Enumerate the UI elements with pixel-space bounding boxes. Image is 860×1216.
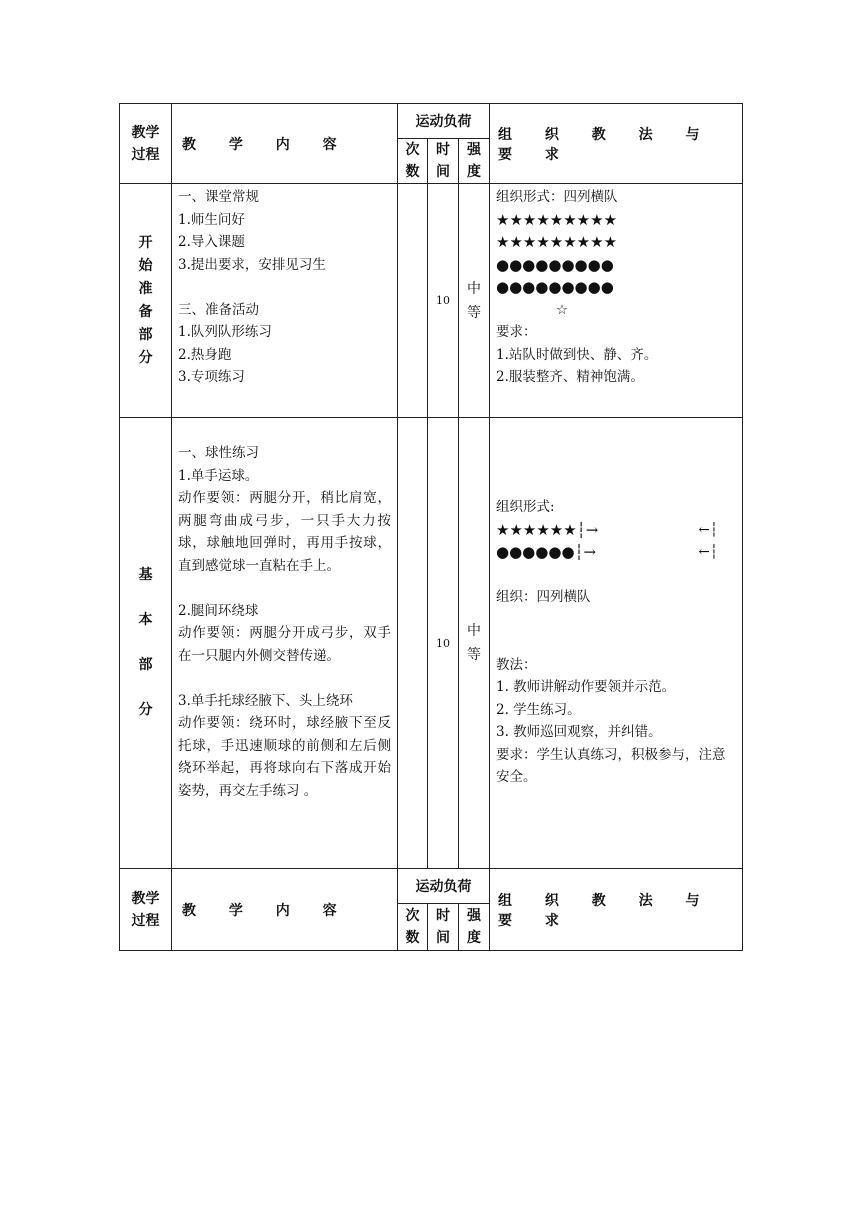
footer-org: 组 织 教 法 与 要 求 [490, 869, 743, 951]
formation-row-dots-1: ●●●●●●●●● [496, 255, 614, 274]
stage-warmup: 开 始 准 备 部 分 [120, 184, 172, 418]
header-time: 时 间 [428, 139, 459, 184]
warmup-content: 一、课堂常规 1.师生问好 2.导入课题 3.提出要求，安排见习生 三、准备活动 1.队列队形练习 2.热身跑 3.专项练习 [172, 184, 398, 418]
drill-row-stars: ★★★★★★┆→ ←┆ [496, 520, 718, 539]
teacher-star-icon: ☆ [556, 301, 569, 318]
lesson-plan-table [119, 103, 743, 951]
header-org: 组 织 教 法 与 要 求 [490, 104, 743, 184]
footer-load: 运动负荷 [398, 869, 490, 904]
footer-count: 次 数 [398, 904, 428, 951]
warmup-org: 组织形式：四列横队 ★★★★★★★★★ ★★★★★★★★★ ●●●●●●●●● ●●●●●●●●● ☆ 要求： 1.站队时做到快、静、齐。 2.服装整齐、精神饱满。 [490, 184, 743, 418]
formation-row-stars-2: ★★★★★★★★★ [496, 233, 618, 251]
footer-content: 教 学 内 容 [172, 869, 398, 951]
header-load: 运动负荷 [398, 104, 490, 139]
stage-main: 基 本 部 分 [120, 418, 172, 869]
header-process-line1: 教学 [131, 124, 160, 141]
header-intensity: 强 度 [459, 139, 490, 184]
main-org: 组织形式: ★★★★★★┆→ ←┆ ●●●●●●┆→ ←┆ 组织：四列横队 教法： 1. 教师讲解动作要领并示范。 2. 学生练习。 3. 教师巡回观察，并纠错。 要求：学生认真练习，积极参与，注意安全。 [490, 418, 743, 869]
warmup-intensity: 中 等 [459, 184, 490, 418]
formation-row-dots-2: ●●●●●●●●● [496, 278, 614, 296]
header-process [120, 104, 172, 184]
main-content: 一、球性练习 1.单手运球。 动作要领：两腿分开，稍比肩宽，两腿弯曲成弓步，一只手大力按球，球触地回弹时，再用手按球，直到感觉球一直粘在手上。 2.腿间环绕球 动作要领：两腿分开成弓步，双手在一只腿内外侧交替传递。 3.单手托球经腋下、头上绕环 动作要领：绕环时，球经腋下至反托球，手迅速顺球的前侧和左后侧绕环举起，再将球向右下落成开始姿势，再交左手练习 。 [172, 418, 398, 869]
footer-process: 教学 过程 [120, 869, 172, 951]
warmup-count [398, 184, 428, 418]
main-count [398, 418, 428, 869]
header-process-line2: 过程 [131, 146, 160, 163]
header-count: 次 数 [398, 139, 428, 184]
main-time: 10 [428, 418, 459, 869]
main-intensity: 中 等 [459, 418, 490, 869]
formation-row-stars-1: ★★★★★★★★★ [496, 210, 618, 229]
footer-intensity: 强 度 [459, 904, 490, 951]
footer-time: 时 间 [428, 904, 459, 951]
header-content: 教 学 内 容 [172, 104, 398, 184]
drill-row-dots: ●●●●●●┆→ ←┆ [496, 543, 718, 561]
warmup-time: 10 [428, 184, 459, 418]
org-form-title: 组织形式：四列横队 [496, 189, 618, 205]
